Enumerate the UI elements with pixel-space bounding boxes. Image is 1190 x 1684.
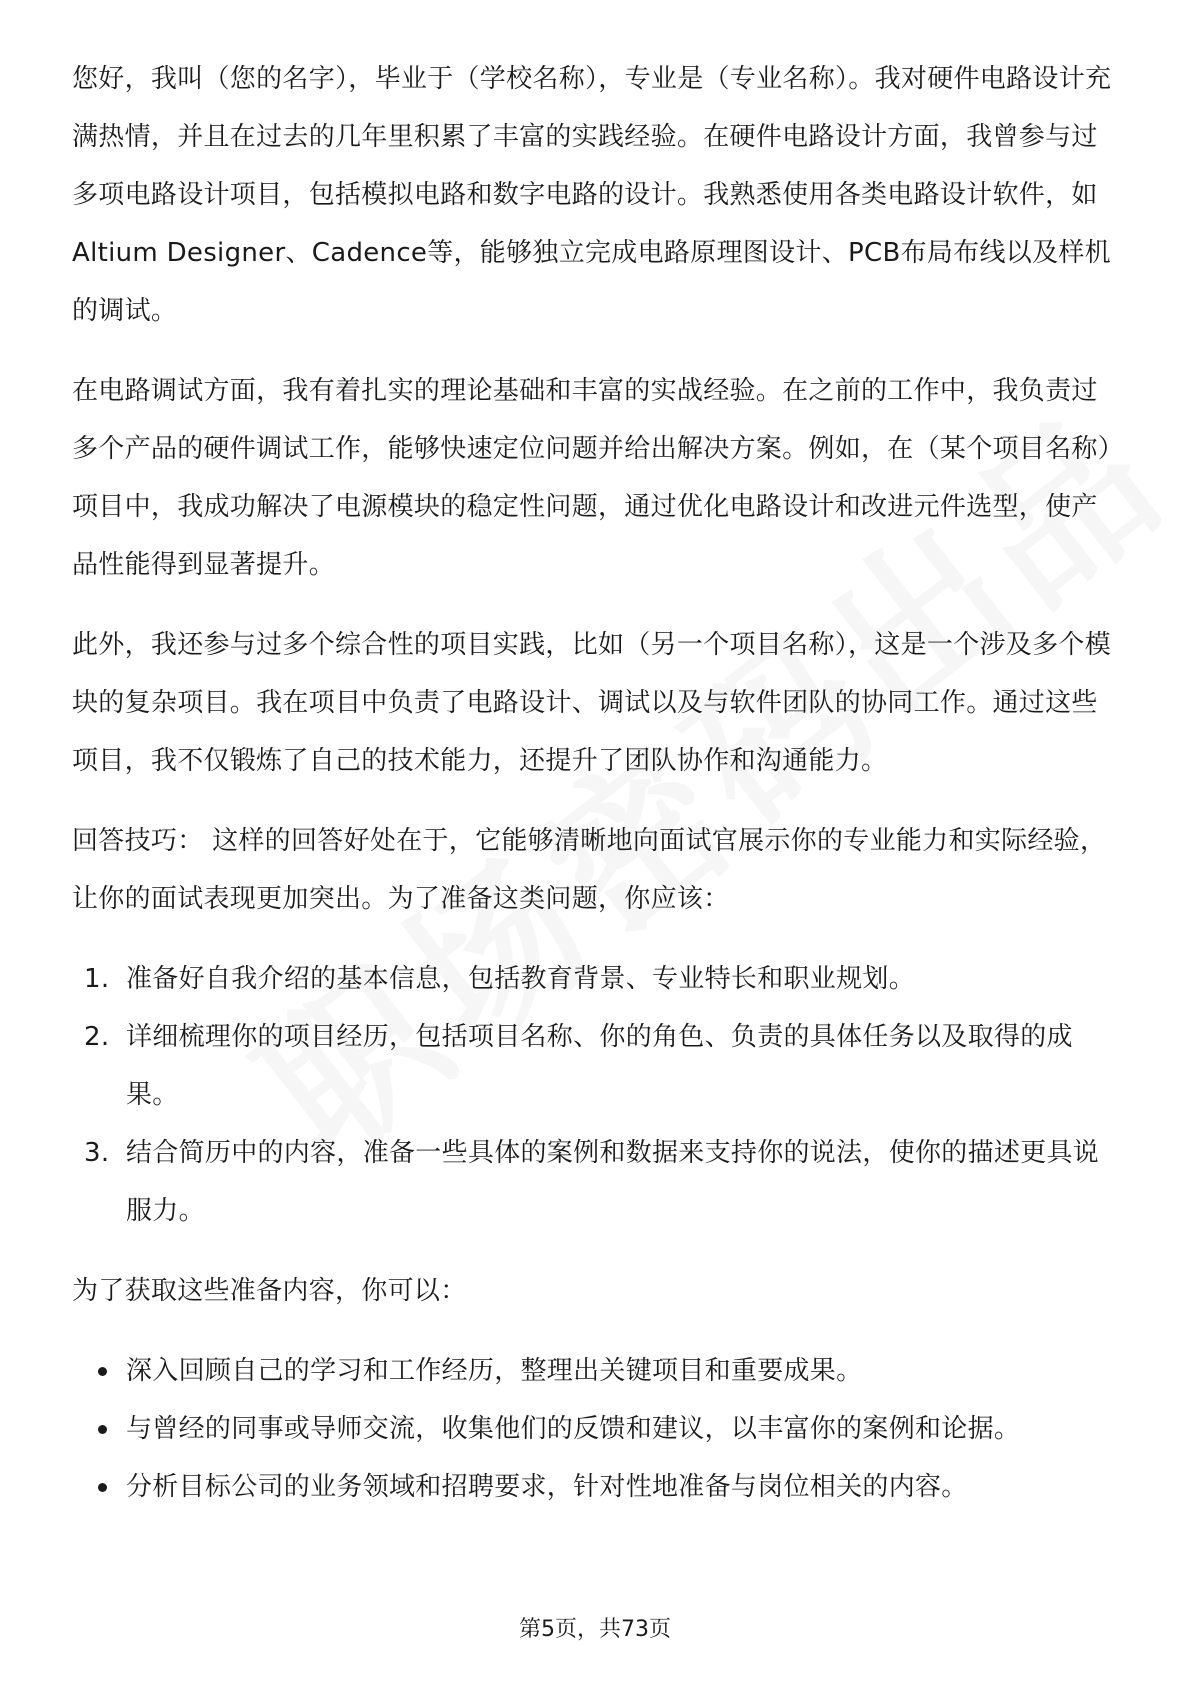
paragraph-prep-intro: 为了获取这些准备内容，你可以： — [72, 1276, 467, 1306]
bullet-list — [72, 1342, 1118, 1516]
list-number: 1. — [84, 964, 110, 994]
bullet-icon — [98, 1425, 107, 1434]
list-item-text: 详细梳理你的项目经历，包括项目名称、你的角色、负责的具体任务以及取得的成果。 — [126, 1022, 1073, 1110]
list-item — [72, 950, 1118, 1008]
page-footer: 第5页，共73页 — [519, 1617, 671, 1642]
list-item-text: 分析目标公司的业务领域和招聘要求，针对性地准备与岗位相关的内容。 — [126, 1472, 968, 1502]
list-number: 2. — [84, 1022, 110, 1052]
list-item — [72, 1458, 1118, 1516]
list-item-text: 深入回顾自己的学习和工作经历，整理出关键项目和重要成果。 — [126, 1356, 863, 1386]
ordered-list — [72, 950, 1118, 1240]
list-item — [72, 1008, 1118, 1124]
document-body — [72, 50, 1118, 1538]
list-item — [72, 1342, 1118, 1400]
paragraph-debugging: 在电路调试方面，我有着扎实的理论基础和丰富的实战经验。在之前的工作中，我负责过多个产品的硬件调试工作，能够快速定位问题并给出解决方案。例如，在（某个项目名称）项目中，我成功解决了电源模块的稳定性问题，通过优化电路设计和改进元件选型，使产品性能得到显著提升。 — [72, 376, 1112, 580]
paragraph-tips: 回答技巧： 这样的回答好处在于，它能够清晰地向面试官展示你的专业能力和实际经验，让你的面试表现更加突出。为了准备这类问题，你应该： — [72, 826, 1107, 914]
list-item — [72, 1400, 1118, 1458]
bullet-icon — [98, 1367, 107, 1376]
list-item-text: 准备好自我介绍的基本信息，包括教育背景、专业特长和职业规划。 — [126, 964, 916, 994]
list-item-text: 结合简历中的内容，准备一些具体的案例和数据来支持你的说法，使你的描述更具说服力。 — [126, 1138, 1100, 1226]
list-number: 3. — [84, 1138, 110, 1168]
paragraph-projects: 此外，我还参与过多个综合性的项目实践，比如（另一个项目名称），这是一个涉及多个模块的复杂项目。我在项目中负责了电路设计、调试以及与软件团队的协同工作。通过这些项目，我不仅锻炼了自己的技术能力，还提升了团队协作和沟通能力。 — [72, 630, 1112, 776]
list-item-text: 与曾经的同事或导师交流，收集他们的反馈和建议，以丰富你的案例和论据。 — [126, 1414, 1021, 1444]
paragraph-intro: 您好，我叫（您的名字），毕业于（学校名称），专业是（专业名称）。我对硬件电路设计充满热情，并且在过去的几年里积累了丰富的实践经验。在硬件电路设计方面，我曾参与过多项电路设计项目，包括模拟电路和数字电路的设计。我熟悉使用各类电路设计软件，如Altium Designer、Cadence等，能够独立完成电路原理图设计、PCB布局布线以及样机的调试。 — [72, 64, 1112, 326]
list-item — [72, 1124, 1118, 1240]
bullet-icon — [98, 1483, 107, 1492]
